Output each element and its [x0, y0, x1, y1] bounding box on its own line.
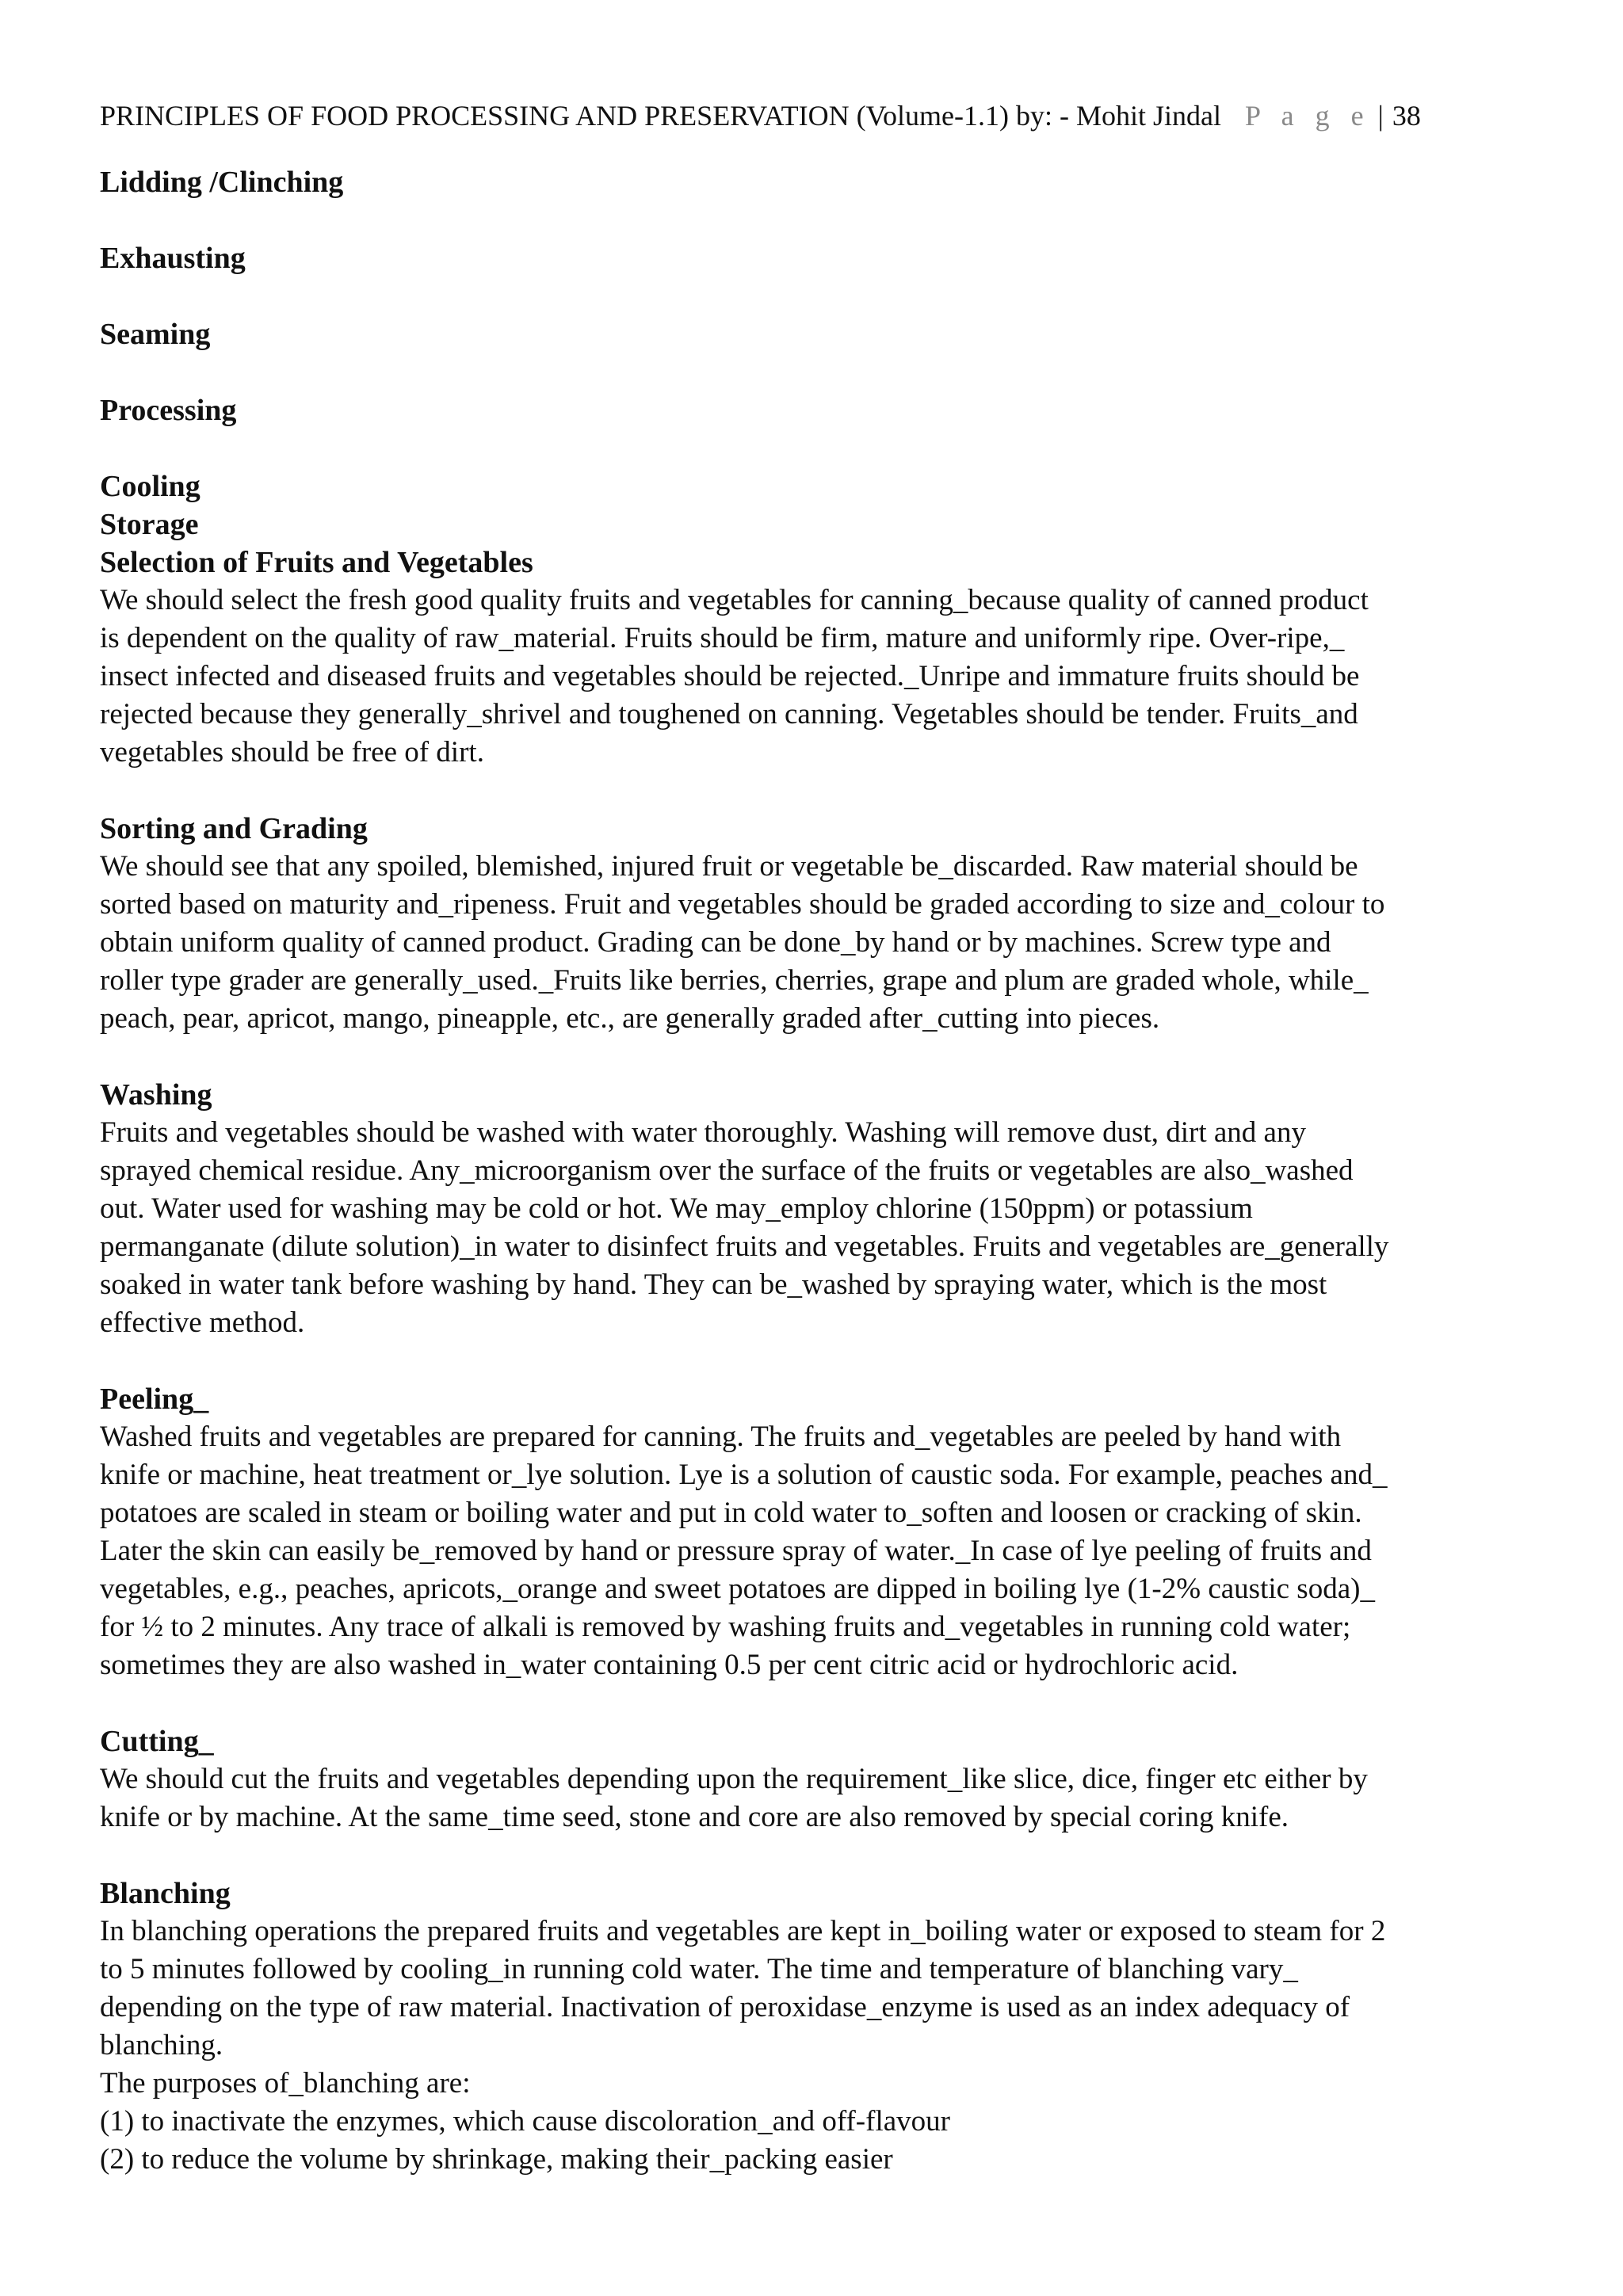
header-title: PRINCIPLES OF FOOD PROCESSING AND PRESERVATION (Volume-1.1) by: - Mohit Jindal	[100, 100, 1221, 132]
body-line: knife or by machine. At the same_time seed, stone and core are also removed by special coring knife.	[100, 1801, 1289, 1833]
section-heading-blanching: Blanching	[100, 1877, 231, 1910]
body-line: knife or machine, heat treatment or_lye solution. Lye is a solution of caustic soda. For example, peaches and_	[100, 1459, 1388, 1491]
body-line: Fruits and vegetables should be washed with water thoroughly. Washing will remove dust, dirt and any	[100, 1116, 1306, 1149]
section-body-peeling	[100, 1418, 1550, 1684]
body-line: permanganate (dilute solution)_in water to disinfect fruits and vegetables. Fruits and vegetables are_generally	[100, 1230, 1389, 1263]
section-heading-selection: Selection of Fruits and Vegetables	[100, 546, 533, 579]
body-line: insect infected and diseased fruits and vegetables should be rejected._Unripe and immature fruits should be	[100, 660, 1360, 692]
body-line: effective method.	[100, 1306, 305, 1339]
step-heading-processing: Processing	[100, 394, 237, 427]
body-line: to 5 minutes followed by cooling_in running cold water. The time and temperature of blanching vary_	[100, 1953, 1298, 1985]
section-heading-cutting: Cutting_	[100, 1725, 214, 1758]
body-line: vegetables should be free of dirt.	[100, 736, 484, 769]
section-body-sorting	[100, 848, 1550, 1038]
body-line: sometimes they are also washed in_water containing 0.5 per cent citric acid or hydrochloric acid.	[100, 1649, 1239, 1681]
body-line: obtain uniform quality of canned product. Grading can be done_by hand or by machines. Screw type and	[100, 926, 1331, 959]
body-line: We should select the fresh good quality fruits and vegetables for canning_because quality of canned product	[100, 584, 1369, 616]
body-line: soaked in water tank before washing by hand. They can be_washed by spraying water, which is the most	[100, 1268, 1327, 1301]
step-heading-seaming: Seaming	[100, 318, 211, 351]
step-heading-exhausting: Exhausting	[100, 242, 246, 275]
body-line: vegetables, e.g., peaches, apricots,_orange and sweet potatoes are dipped in boiling lye (1-2% caustic soda)_	[100, 1573, 1375, 1605]
section-body-selection	[100, 582, 1550, 772]
step-heading-cooling: Cooling	[100, 470, 200, 503]
page-header	[100, 95, 1550, 136]
page-number: 38	[1392, 100, 1421, 132]
body-line: We should see that any spoiled, blemished, injured fruit or vegetable be_discarded. Raw material should be	[100, 850, 1358, 883]
body-line: depending on the type of raw material. Inactivation of peroxidase_enzyme is used as an index adequacy of	[100, 1991, 1350, 2023]
body-line: peach, pear, apricot, mango, pineapple, etc., are generally graded after_cutting into pieces.	[100, 1002, 1160, 1035]
step-heading-lidding: Lidding /Clinching	[100, 166, 344, 199]
step-heading-storage: Storage	[100, 508, 199, 541]
section-body-blanching	[100, 1913, 1550, 2179]
page-label: P a g e	[1244, 100, 1371, 132]
list-item: (2) to reduce the volume by shrinkage, making their_packing easier	[100, 2143, 893, 2176]
body-line: blanching.	[100, 2029, 223, 2061]
document-page	[100, 95, 1550, 2179]
body-line: roller type grader are generally_used._Fruits like berries, cherries, grape and plum are graded whole, while_	[100, 964, 1369, 997]
section-heading-peeling: Peeling_	[100, 1383, 209, 1416]
page-separator: |	[1377, 100, 1384, 132]
body-line: Washed fruits and vegetables are prepared for canning. The fruits and_vegetables are peeled by hand with	[100, 1421, 1342, 1453]
section-body-cutting	[100, 1760, 1550, 1836]
body-line: rejected because they generally_shrivel and toughened on canning. Vegetables should be tender. Fruits_and	[100, 698, 1358, 730]
body-line: The purposes of_blanching are:	[100, 2067, 471, 2100]
body-line: In blanching operations the prepared fruits and vegetables are kept in_boiling water or exposed to steam for 2	[100, 1915, 1386, 1947]
section-heading-washing: Washing	[100, 1078, 212, 1112]
body-line: sprayed chemical residue. Any_microorganism over the surface of the fruits or vegetables are also_washed	[100, 1154, 1354, 1187]
body-line: Later the skin can easily be_removed by hand or pressure spray of water._In case of lye peeling of fruits and	[100, 1535, 1372, 1567]
body-line: out. Water used for washing may be cold or hot. We may_employ chlorine (150ppm) or potassium	[100, 1192, 1253, 1225]
section-body-washing	[100, 1114, 1550, 1342]
list-item: (1) to inactivate the enzymes, which cause discoloration_and off-flavour	[100, 2105, 950, 2138]
body-line: for ½ to 2 minutes. Any trace of alkali is removed by washing fruits and_vegetables in running cold water;	[100, 1611, 1351, 1643]
body-line: is dependent on the quality of raw_material. Fruits should be firm, mature and uniformly ripe. Over-ripe,_	[100, 622, 1345, 654]
body-line: sorted based on maturity and_ripeness. Fruit and vegetables should be graded according to size and_colour to	[100, 888, 1385, 921]
body-line: We should cut the fruits and vegetables depending upon the requirement_like slice, dice, finger etc either by	[100, 1763, 1368, 1795]
body-line: potatoes are scaled in steam or boiling water and put in cold water to_soften and loosen or cracking of skin.	[100, 1497, 1362, 1529]
section-heading-sorting: Sorting and Grading	[100, 812, 368, 845]
